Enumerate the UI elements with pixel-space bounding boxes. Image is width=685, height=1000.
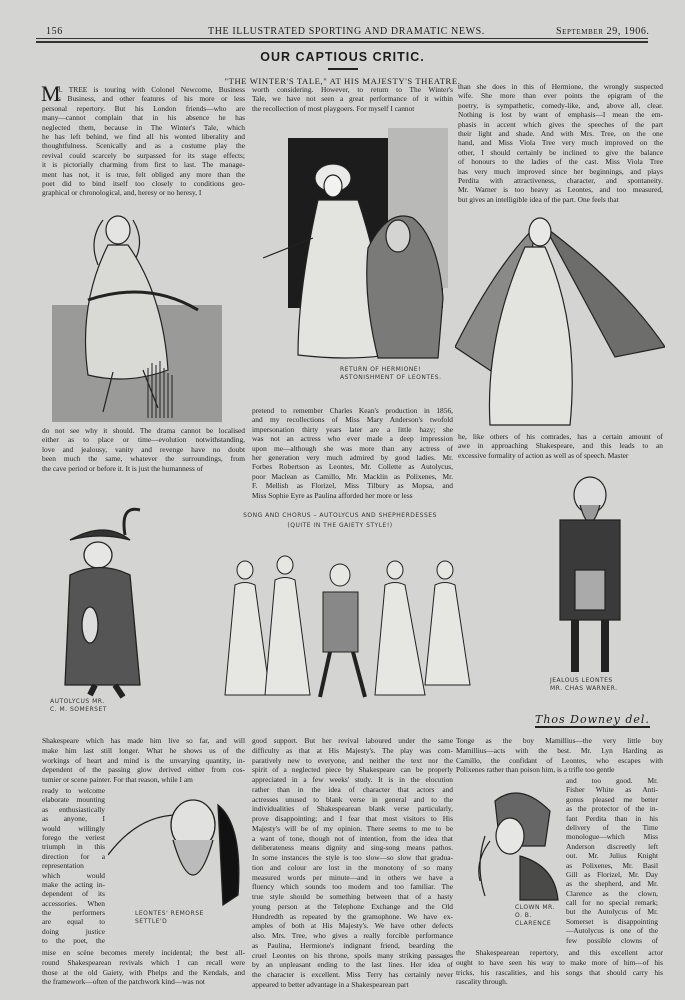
text-line: been much the same, whatever the surroundings, from	[42, 454, 245, 464]
article-title: OUR CAPTIOUS CRITIC.	[260, 50, 425, 64]
text-line: as enthusiastically	[42, 804, 105, 814]
text-line: the Shakespearean repertory, and this excellent actor	[456, 948, 663, 957]
text-line: also. Mrs. Tree, who gives a really forcible performance	[252, 931, 453, 940]
text-line: upon me—although she was more than any actress of	[252, 443, 453, 453]
caption-autolycus: AUTOLYCUS MR. C. M. SOMERSET	[50, 698, 107, 713]
column-3-end-text	[456, 948, 663, 987]
text-line: wife. She more than ever points the epigram of the	[458, 91, 663, 101]
text-line: love and jealousy, vanity and revenge have no doubt	[42, 444, 245, 454]
text-line: and my recollections of Miss Mary Anderson's twofold	[252, 415, 453, 425]
text-line: In some instances the style is too slow—so slow that gradua-	[252, 853, 453, 862]
caption-jealous-leontes: JEALOUS LEONTES MR. CHAS WARNER.	[550, 677, 618, 692]
text-line: —Autolycus is one of the	[566, 926, 658, 936]
text-line: neglected them, because in The Winter's Tale, which	[42, 122, 245, 132]
text-line: young person at the Telephone Exchange and the Old	[252, 901, 453, 911]
column-3-bottom-text	[456, 736, 663, 775]
text-line: would willingly	[42, 823, 105, 833]
text-line: has very much improved since her beginnings, and plays	[458, 166, 663, 176]
text-line: her generation very much admired by good ladies. Mr.	[252, 452, 453, 462]
text-line: make the acting in-	[42, 879, 105, 889]
text-line: Mr. Warner is too heavy as Leontes, and too measured,	[458, 185, 663, 195]
text-line: as the protector of the in-	[566, 804, 658, 814]
text-line: deliberateness means dignity and sing-song means pathos.	[252, 843, 453, 853]
text-line: accessories. When	[42, 898, 105, 908]
text-line: Somerset is disappointing	[566, 916, 658, 926]
song-and-chorus-illustration	[205, 530, 500, 720]
text-line: few possible clowns of	[566, 935, 658, 945]
text-line: delivery of the Time	[566, 822, 658, 832]
text-line: F. Mellish as Florizel, Miss Tilbury as Mopsa, and	[252, 481, 453, 491]
text-line: out. Mr. Julius Knight	[566, 851, 658, 861]
text-line: which would	[42, 870, 105, 880]
text-line: cruel Leontes on his throne, spoils many striking passages	[252, 950, 453, 960]
text-line: worth considering. However, to return to The Winter's	[252, 85, 453, 94]
text-line: poetry, is sympathetic, comedy-like, and, above all, clear.	[458, 100, 663, 110]
text-line: many—cannot complain that in his absence he has	[42, 113, 245, 123]
text-line: thoughtfulness. Scenically and as a costume play the	[42, 141, 245, 151]
text-line: Anderson discreetly left	[566, 841, 658, 851]
text-line: to the poet, the	[42, 936, 105, 946]
text-line: Clarence as the clown,	[566, 888, 658, 898]
header-rule-double	[36, 41, 648, 43]
text-line: as anyone, I	[42, 814, 105, 824]
text-line: it is pictorially charming from first to last. The manage-	[42, 160, 245, 170]
paulina-illustration	[455, 207, 665, 427]
text-line: other, I should certainly be inclined to give the balance	[458, 147, 663, 157]
drop-cap: M	[41, 81, 61, 106]
masthead: THE ILLUSTRATED SPORTING AND DRAMATIC NEWS.	[208, 26, 485, 37]
text-line: the framework—often of the patchwork kind—was not	[42, 977, 205, 987]
text-line: and too good. Mr.	[566, 776, 658, 785]
caption-hermione: RETURN OF HERMIONE! ASTONISHMENT OF LEONTES.	[340, 366, 442, 381]
text-line: Forbes Robertson as Leontes, Mr. Collette as Autolycus,	[252, 462, 453, 472]
text-line: pretend to remember Charles Kean's production in 1856,	[252, 406, 453, 415]
column-1-top-text	[41, 81, 245, 198]
column-1-bottom-text	[42, 736, 245, 785]
text-line: direction for a	[42, 851, 105, 861]
text-line: their light and shade. And with Mrs. Tree, on the one	[458, 128, 663, 138]
text-line: Perdita with attractiveness, character, and spontaneity.	[458, 175, 663, 185]
text-line: R. TREE is touring with Colonel Newcome, Business	[56, 85, 245, 94]
text-line: Shakespeare which has made him live so far, and will	[42, 736, 245, 745]
text-line: monologue—which Miss	[566, 832, 658, 842]
column-3-wrapped-text	[566, 776, 658, 945]
text-line: tricks, his rascalities, and his songs that should carry his	[456, 967, 663, 977]
caption-gaiety-style: (QUITE IN THE GAIETY STYLE!)	[287, 522, 393, 529]
text-line: as Paulina, Hermione's indignant friend, bearding the	[252, 940, 453, 950]
column-2-top-text	[252, 85, 453, 113]
text-line: he, like others of his comrades, has a certain amount of	[458, 432, 663, 441]
text-line: poor Maclean as Camillo, Mr. Macklin as Polixenes, Mr.	[252, 471, 453, 481]
text-line: but the Autolycus of Mr.	[566, 907, 658, 917]
text-line: than she does in this of Hermione, the wrongly suspected	[458, 82, 663, 91]
text-line: workings of heart and mind is the unvarying quantity, in-	[42, 755, 245, 765]
text-line: Hundredth as repeated by the gramophone. We have ex-	[252, 911, 453, 921]
text-line: the recollection of most playgoers. For myself I cannot	[252, 103, 415, 113]
text-line: call for no special remark;	[566, 898, 658, 908]
text-line: graphical or chronological, and, heresy or no heresy, I	[42, 188, 202, 198]
text-line: Camillo, the confidant of Leontes, who escapes with	[456, 755, 663, 765]
text-line: fluency which sounds too modern and too familiar. The	[252, 882, 453, 892]
text-line: make him last still longer. What he shows us of the	[42, 745, 245, 755]
text-line: by an unpleasant ending to the last lines. Her idea of	[252, 960, 453, 970]
caption-leontes-remorse: LEONTES' REMORSE SETTLE'D	[135, 910, 204, 925]
text-line: Gill as Florizel, Mr. Day	[566, 869, 658, 879]
text-line: ought to have seen his way to make more of him—of his	[456, 957, 663, 967]
text-line: individualities of Shakespearean blank verse particularly,	[252, 804, 453, 814]
text-line: Nothing is lost by want of emphasis—I mean the em-	[458, 110, 663, 120]
text-line: rascality through.	[456, 977, 508, 987]
text-line: Tale, we have not seen a great performance of it within	[252, 94, 453, 104]
text-line: rather than in the idea of character that actors and	[252, 784, 453, 794]
text-line: Mamillius—acts with the best. Mr. Lyn Harding as	[456, 745, 663, 755]
text-line: difficulty as that at His Majesty's. The play was com-	[252, 745, 453, 755]
text-line: representation	[42, 861, 84, 871]
text-line: Polixenes rather than poison him, is a trifle too gentle	[456, 765, 615, 775]
text-line: the performers	[42, 908, 105, 918]
text-line: personal repertory. But his London friends—who are	[42, 103, 245, 113]
text-line: phasis in accent which gives the speeches of the part	[458, 119, 663, 129]
caption-song-and-chorus: SONG AND CHORUS – AUTOLYCUS AND SHEPHERDESSES	[243, 512, 437, 519]
text-line: measured words per minute—and in others we have a	[252, 872, 453, 882]
text-line: is Business, and other features of his more or less	[56, 94, 245, 104]
column-1-end-text	[42, 948, 245, 987]
text-line: spirit of a neglected piece by Shakespeare can be properly	[252, 765, 453, 775]
text-line: do not see why it should. The drama cannot be localised	[42, 426, 245, 435]
text-line: fant Perdita than in his	[566, 813, 658, 823]
text-line: the cave period or before it. It is just the humanness of	[42, 463, 203, 473]
text-line: of honours to the ladies of the cast. Miss Viola Tree	[458, 157, 663, 167]
text-line: paratively new to everyone, and neither the text nor the	[252, 755, 453, 765]
autolycus-illustration	[50, 505, 160, 730]
text-line: the character is excellent. Miss Terry has certainly never	[252, 970, 453, 979]
text-line: those at the old Gaiety, with Phelps and the Kendals, and	[42, 967, 245, 977]
text-line: but gives an intelligible idea of the part. One feels that	[458, 194, 619, 204]
text-line: round Shakespearean revivals which I can recall were	[42, 957, 245, 967]
text-line: appreciated in a few weeks' study. It is in the elocution	[252, 775, 453, 784]
text-line: gonus pleased me better	[566, 794, 658, 804]
text-line: Majesty's will be of my opinion. There seems to me to be	[252, 823, 453, 833]
caption-clown: CLOWN MR. O. B. CLARENCE	[515, 904, 555, 927]
text-line: prove disappointing; and I fear that most visitors to His	[252, 814, 453, 823]
column-3-mid-text	[458, 432, 663, 460]
text-line: doing justice	[42, 926, 105, 936]
text-line: tumier or scene painter. For that reason, while I am	[42, 775, 193, 784]
text-line: amples of both at His Majesty's. We have other defects	[252, 921, 453, 931]
text-line: good support. But her revival laboured under the same	[252, 736, 453, 745]
text-line: poet did to bind itself too closely to conditions geo-	[42, 178, 245, 188]
text-line: ment has not, it is true, felt obliged any more than the	[42, 169, 245, 179]
text-line: dependent of the passing glow derived either from cos-	[42, 765, 245, 775]
text-line: impersonation thirty years later are a little hazy; she	[252, 424, 453, 434]
text-line: triumph in this	[42, 842, 105, 852]
text-line: Tonge as the boy Mamillius—the very little boy	[456, 736, 663, 745]
header-rule	[36, 38, 648, 39]
text-line: actresses unused to blank verse in general and to the	[252, 794, 453, 804]
text-line: hand, and Miss Viola Tree very much improved on the	[458, 138, 663, 148]
text-line: excessive formality of action as well as of speech. Master	[458, 450, 629, 460]
text-line: a want of tone, though not of intention, from the idea that	[252, 833, 453, 843]
text-line: Miss Sophie Eyre as Paulina afforded her more or less	[252, 490, 413, 500]
text-line: forego the veriest	[42, 832, 105, 842]
text-line: ready to welcome	[42, 786, 105, 795]
column-2-bottom-text	[252, 736, 453, 990]
artist-signature: Thos Downey del.	[535, 713, 650, 726]
column-1-mid-text	[42, 426, 245, 473]
text-line: as the shepherd, and Mr.	[566, 879, 658, 889]
clown-illustration	[470, 776, 565, 901]
column-2-mid-text	[252, 406, 453, 500]
text-line: are equal to	[42, 917, 105, 927]
text-line: revival could scarcely be surpassed for its stage effects;	[42, 150, 245, 160]
text-line: either as to place or time—evolution notwithstanding,	[42, 435, 245, 445]
leontes-remorse-illustration	[108, 785, 248, 925]
text-line: awe in approaching Shakespeare, and this leads to an	[458, 441, 663, 451]
column-3-top-text	[458, 82, 663, 204]
column-1-wrapped-text	[42, 786, 105, 946]
text-line: as Polixenes, Mr. Basil	[566, 860, 658, 870]
text-line: elaborate mounting	[42, 795, 105, 805]
page-number: 156	[46, 26, 63, 37]
text-line: was not an actress who ever made a deep impression	[252, 434, 453, 444]
issue-date: September 29, 1906.	[556, 26, 650, 37]
text-line: true style should be something between that of a hasty	[252, 892, 453, 901]
perdita-illustration	[48, 200, 228, 422]
text-line: he has left behind, we find all his wonted liberality and	[42, 131, 245, 141]
jealous-leontes-illustration	[545, 470, 635, 675]
title-divider	[328, 68, 358, 70]
hermione-leontes-illustration	[248, 118, 453, 362]
text-line: dependent of its	[42, 889, 105, 899]
text-line: Fisher White as Anti-	[566, 785, 658, 795]
article-subtitle: "THE WINTER'S TALE," AT HIS MAJESTY'S THEATRE.	[224, 76, 461, 86]
text-line: tion and colour are lost in the monotony of so many	[252, 862, 453, 872]
text-line: mise en scène becomes merely incidental; the best all-	[42, 948, 245, 957]
text-line: appeared to better advantage in a Shakespearean part	[252, 979, 409, 989]
